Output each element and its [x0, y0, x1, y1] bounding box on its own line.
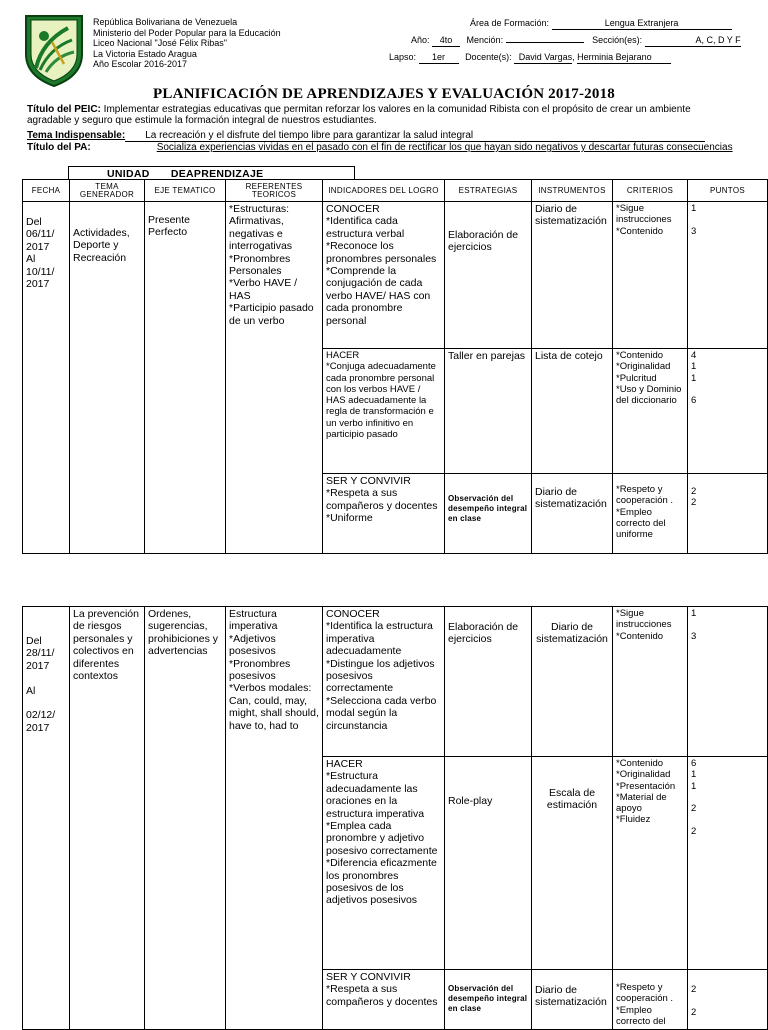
estrategia-cell: Elaboración de ejercicios: [445, 607, 532, 757]
criterios-cell: *Respeto y cooperación . *Empleo correcto del uniforme: [613, 474, 688, 554]
city-line: La Victoria Estado Aragua: [93, 48, 197, 59]
indicadores-cell: SER Y CONVIVIR *Respeta a sus compañeros y docentes: [323, 970, 445, 1030]
instrumento-cell: Diario de sistematización: [532, 607, 613, 757]
area-label: Área de Formación:: [470, 18, 550, 28]
lapso-line: Lapso: 1er Docente(s): David Vargas, Herminia Bejarano: [389, 52, 671, 64]
col-criterios: CRITERIOS: [613, 180, 688, 202]
pa-value: Socializa experiencias vividas en el pasado con el fin de rectificar los que hayan sido negativos y descartar futuras consecuencias: [156, 142, 733, 153]
area-value: Lengua Extranjera: [552, 18, 732, 30]
instrumento-cell: Escala de estimación: [532, 757, 613, 970]
indicadores-cell: CONOCER *Identifica cada estructura verbal *Reconoce los pronombres personales *Comprende la conjugación de cada verbo HAVE/ HAS con cada pronombre personal: [323, 202, 445, 349]
table-row: [23, 607, 768, 757]
instrumento-cell: Lista de cotejo: [532, 349, 613, 474]
col-referentes: REFERENTES TEORICOS: [226, 180, 323, 202]
puntos-cell: 4 1 1 6: [688, 349, 768, 474]
peic-text: Implementar estrategias educativas que permitan reforzar los valores en la comunidad Ribista con el propósito de crear un ambiente agradable y seguro que estimule la formación integral de nuestros estudiantes.: [27, 104, 691, 126]
col-eje: EJE TEMATICO: [145, 180, 226, 202]
planning-table-2: [22, 606, 768, 1030]
eje-cell: Presente Perfecto: [145, 202, 226, 554]
indicadores-cell: HACER *Conjuga adecuadamente cada pronombre personal con los verbos HAVE / HAS adecuadamente la regla de transformación e un verbo infinitivo en participio pasado: [323, 349, 445, 474]
area-line: [470, 18, 732, 30]
puntos-cell: 1 3: [688, 202, 768, 349]
col-instrumentos: INSTRUMENTOS: [532, 180, 613, 202]
tema-line: [27, 130, 735, 142]
criterios-cell: *Contenido *Originalidad *Presentación *Material de apoyo *Fluidez: [613, 757, 688, 970]
year-line: [411, 35, 741, 47]
tema-value: La recreación y el disfrute del tiempo libre para garantizar la salud integral: [125, 130, 705, 142]
puntos-cell: 6 1 1 2 2: [688, 757, 768, 970]
ministry-line: Ministerio del Poder Popular para la Educación: [93, 27, 281, 38]
teacher-1: David Vargas: [514, 52, 572, 64]
indicadores-cell: CONOCER *Identifica la estructura imperativa adecuadamente *Distingue los adjetivos posesivos correctamente *Selecciona cada verbo modal según la circunstancia: [323, 607, 445, 757]
referentes-cell: Estructura imperativa *Adjetivos posesivos *Pronombres posesivos *Verbos modales: Can, could, may, might, shall should, have to, had to: [226, 607, 323, 1030]
col-fecha: FECHA: [23, 180, 70, 202]
estrategia-cell: Elaboración de ejercicios: [445, 202, 532, 349]
school-year-line: Año Escolar 2016-2017: [93, 59, 188, 69]
table-header-row: [23, 180, 768, 202]
peic-paragraph: [27, 104, 735, 126]
pa-label: Título del PA:: [27, 142, 91, 153]
tema-cell: Actividades, Deporte y Recreación: [70, 202, 145, 554]
estrategia-cell: Role-play: [445, 757, 532, 970]
criterios-cell: *Respeto y cooperación . *Empleo correcto del: [613, 970, 688, 1030]
col-tema: TEMA GENERADOR: [70, 180, 145, 202]
sections-label: Sección(es):: [592, 35, 643, 45]
indicadores-cell: SER Y CONVIVIR *Respeta a sus compañeros y docentes *Uniforme: [323, 474, 445, 554]
unidad-box: [68, 166, 355, 180]
lapso-value: 1er: [419, 52, 459, 64]
republic-line: República Bolivariana de Venezuela: [93, 17, 238, 27]
puntos-cell: 1 3: [688, 607, 768, 757]
estrategia-cell: Observación del desempeño integral en clase: [445, 474, 532, 554]
col-puntos: PUNTOS: [688, 180, 768, 202]
instrumento-cell: Diario de sistematización: [532, 474, 613, 554]
mencion-value: [506, 42, 584, 43]
col-indicadores: INDICADORES DEL LOGRO: [323, 180, 445, 202]
puntos-cell: 2 2: [688, 474, 768, 554]
col-estrategias: ESTRATEGIAS: [445, 180, 532, 202]
planning-table-1: [22, 179, 768, 554]
fecha-cell: Del 28/11/ 2017 Al 02/12/ 2017: [23, 607, 70, 1030]
pa-line: [27, 142, 735, 153]
page-title: PLANIFICACIÓN DE APRENDIZAJES Y EVALUACIÓN 2017-2018: [153, 86, 615, 102]
indicadores-cell: HACER *Estructura adecuadamente las oraciones en la estructura imperativa *Emplea cada pronombre y adjetivo posesivo correctamente *Diferencia eficazmente los pronombres posesivos de los adjetivos posesivos: [323, 757, 445, 970]
criterios-cell: *Contenido *Originalidad *Pulcritud *Uso y Dominio del diccionario: [613, 349, 688, 474]
unidad-sub-label: DEAPRENDIZAJE: [170, 168, 264, 180]
tema-cell: La prevención de riesgos personales y colectivos en diferentes contextos: [70, 607, 145, 1030]
school-line: Liceo Nacional "José Félix Ribas": [93, 38, 227, 48]
teachers-label: Docente(s):: [465, 52, 512, 62]
criterios-cell: *Sigue instrucciones *Contenido: [613, 202, 688, 349]
school-crest-logo: [22, 12, 86, 88]
tema-label: Tema Indispensable:: [27, 130, 126, 141]
instrumento-cell: Diario de sistematización: [532, 970, 613, 1030]
estrategia-cell: Observación del desempeño integral en clase: [445, 970, 532, 1030]
criterios-cell: *Sigue instrucciones *Contenido: [613, 607, 688, 757]
year-value: 4to: [432, 35, 460, 47]
puntos-cell: 2 2: [688, 970, 768, 1030]
eje-cell: Ordenes, sugerencias, prohibiciones y advertencias: [145, 607, 226, 1030]
mencion-label: Mención:: [466, 35, 504, 45]
table-row: [23, 202, 768, 349]
year-label: Año:: [411, 35, 430, 45]
teacher-2: Herminia Bejarano: [577, 52, 671, 64]
peic-label: Título del PEIC:: [27, 104, 101, 115]
unidad-label: UNIDAD: [107, 168, 150, 180]
institution-header: [93, 17, 281, 70]
fecha-cell: Del 06/11/ 2017 Al 10/11/ 2017: [23, 202, 70, 554]
referentes-cell: *Estructuras: Afirmativas, negativas e interrogativas *Pronombres Personales *Verbo HAVE / HAS *Participio pasado de un verbo: [226, 202, 323, 554]
instrumento-cell: Diario de sistematización: [532, 202, 613, 349]
estrategia-cell: Taller en parejas: [445, 349, 532, 474]
lapso-label: Lapso:: [389, 52, 417, 62]
sections-value: A, C, D Y F: [645, 35, 741, 47]
